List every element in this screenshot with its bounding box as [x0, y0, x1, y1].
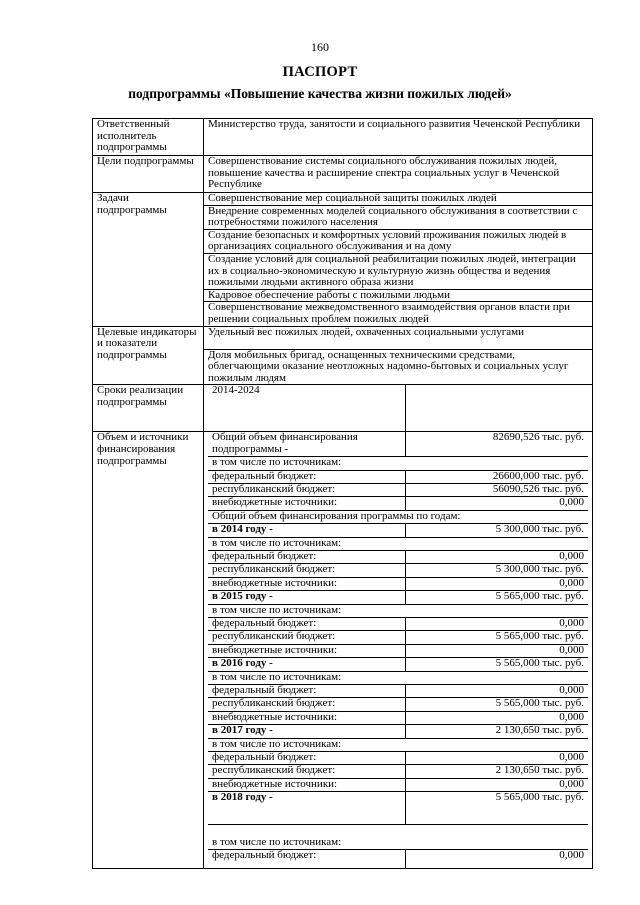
fin-extra-value: 0,000 [406, 497, 589, 510]
year-federal-label: федеральный бюджет: [208, 551, 406, 564]
label-executor: Ответственный исполнитель подпрограммы [93, 119, 204, 156]
label-terms: Сроки реализации подпрограммы [93, 385, 204, 432]
year-federal-value: 0,000 [406, 751, 589, 764]
year-federal-label: федеральный бюджет: [208, 751, 406, 764]
year-label: в 2014 году - [208, 524, 406, 537]
label-indicators: Целевые индикаторы и показатели подпрограммы [93, 326, 204, 385]
year-republic-label: республиканский бюджет: [208, 765, 406, 778]
task-item: Создание условий для социальной реабилитации пожилых людей, интеграции их в социально-экономическую и культурную жизнь общества и ведения пожилыми людьми активного образа жизни [204, 253, 593, 289]
year-federal-label: федеральный бюджет: [208, 684, 406, 697]
year-republic-label: республиканский бюджет: [208, 631, 406, 644]
fin-by-source: в том числе по источникам: [208, 457, 588, 470]
year-label: в 2016 году - [208, 658, 406, 671]
label-tasks: Задачи подпрограммы [93, 193, 204, 327]
year-by-source: в том числе по источникам: [208, 825, 588, 850]
year-republic-label: республиканский бюджет: [208, 564, 406, 577]
year-federal-label: федеральный бюджет: [208, 850, 406, 869]
year-extra-label: внебюджетные источники: [208, 778, 406, 791]
year-republic-value: 5 565,000 тыс. руб. [406, 698, 589, 711]
year-extra-value: 0,000 [406, 778, 589, 791]
value-goals: Совершенствование системы социального обслуживания пожилых людей, повышение качества и расширение спектра социальных услуг в Чеченской Республике [204, 156, 593, 193]
year-by-source: в том числе по источникам: [208, 537, 588, 550]
year-by-source: в том числе по источникам: [208, 671, 588, 684]
year-extra-value: 0,000 [406, 644, 589, 657]
row-financing [93, 432, 593, 869]
row-tasks [93, 193, 593, 206]
year-value: 5 565,000 тыс. руб. [406, 792, 589, 825]
year-extra-label: внебюджетные источники: [208, 577, 406, 590]
task-item: Кадровое обеспечение работы с пожилыми людьми [204, 289, 593, 302]
year-value: 5 565,000 тыс. руб. [406, 591, 589, 604]
year-label: в 2017 году - [208, 725, 406, 738]
year-value: 2 130,650 тыс. руб. [406, 725, 589, 738]
row-goals [93, 156, 593, 193]
fin-total-row [208, 432, 588, 457]
fin-total-value: 82690,526 тыс. руб. [406, 432, 589, 457]
terms-value: 2014-2024 [208, 385, 406, 431]
year-value: 5 565,000 тыс. руб. [406, 658, 589, 671]
year-federal-value: 0,000 [406, 850, 589, 869]
year-republic-value: 2 130,650 тыс. руб. [406, 765, 589, 778]
year-republic-value: 5 300,000 тыс. руб. [406, 564, 589, 577]
year-republic-label: республиканский бюджет: [208, 698, 406, 711]
task-item: Совершенствование мер социальной защиты пожилых людей [204, 193, 593, 206]
row-executor [93, 119, 593, 156]
year-by-source: в том числе по источникам: [208, 604, 588, 617]
label-financing: Объем и источники финансирования подпрограммы [93, 432, 204, 869]
fin-republic-value: 56090,526 тыс. руб. [406, 484, 589, 497]
fin-federal-label: федеральный бюджет: [208, 470, 406, 483]
page-number: 160 [311, 40, 329, 54]
year-extra-label: внебюджетные источники: [208, 644, 406, 657]
year-federal-value: 0,000 [406, 618, 589, 631]
year-by-source: в том числе по источникам: [208, 738, 588, 751]
fin-extra-label: внебюджетные источники: [208, 497, 406, 510]
task-item: Создание безопасных и комфортных условий проживания пожилых людей в организациях социального обслуживания и на дому [204, 229, 593, 253]
year-federal-value: 0,000 [406, 551, 589, 564]
document-subtitle: подпрограммы «Повышение качества жизни пожилых людей» [128, 86, 512, 101]
fin-total-label: Общий объем финансирования подпрограммы - [208, 432, 406, 457]
fin-federal-value: 26600,000 тыс. руб. [406, 470, 589, 483]
fin-by-years: Общий объем финансирования программы по годам: [208, 510, 588, 523]
fin-republic-label: республиканский бюджет: [208, 484, 406, 497]
indicator-item: Удельный вес пожилых людей, охваченных социальными услугами [204, 326, 593, 349]
label-goals: Цели подпрограммы [93, 156, 204, 193]
document-title: ПАСПОРТ [282, 64, 358, 80]
year-federal-label: федеральный бюджет: [208, 618, 406, 631]
year-extra-label: внебюджетные источники: [208, 711, 406, 724]
value-executor: Министерство труда, занятости и социального развития Чеченской Республики [204, 119, 593, 156]
year-federal-value: 0,000 [406, 684, 589, 697]
terms-table [208, 385, 588, 431]
task-item: Внедрение современных моделей социального обслуживания в соответствии с потребностями пожилого населения [204, 205, 593, 229]
task-item: Совершенствование межведомственного взаимодействия органов власти при решении социальных проблем пожилых людей [204, 302, 593, 326]
year-extra-value: 0,000 [406, 711, 589, 724]
passport-table [92, 118, 593, 869]
year-label: в 2018 году - [208, 792, 406, 825]
indicator-item: Доля мобильных бригад, оснащенных техническими средствами, облегчающими оказание неотложных надомно-бытовых и социальных услуг пожилым людям [204, 349, 593, 385]
year-extra-value: 0,000 [406, 577, 589, 590]
financing-table [208, 432, 588, 868]
year-republic-value: 5 565,000 тыс. руб. [406, 631, 589, 644]
year-value: 5 300,000 тыс. руб. [406, 524, 589, 537]
row-terms [93, 385, 593, 432]
year-label: в 2015 году - [208, 591, 406, 604]
row-indicators [93, 326, 593, 349]
